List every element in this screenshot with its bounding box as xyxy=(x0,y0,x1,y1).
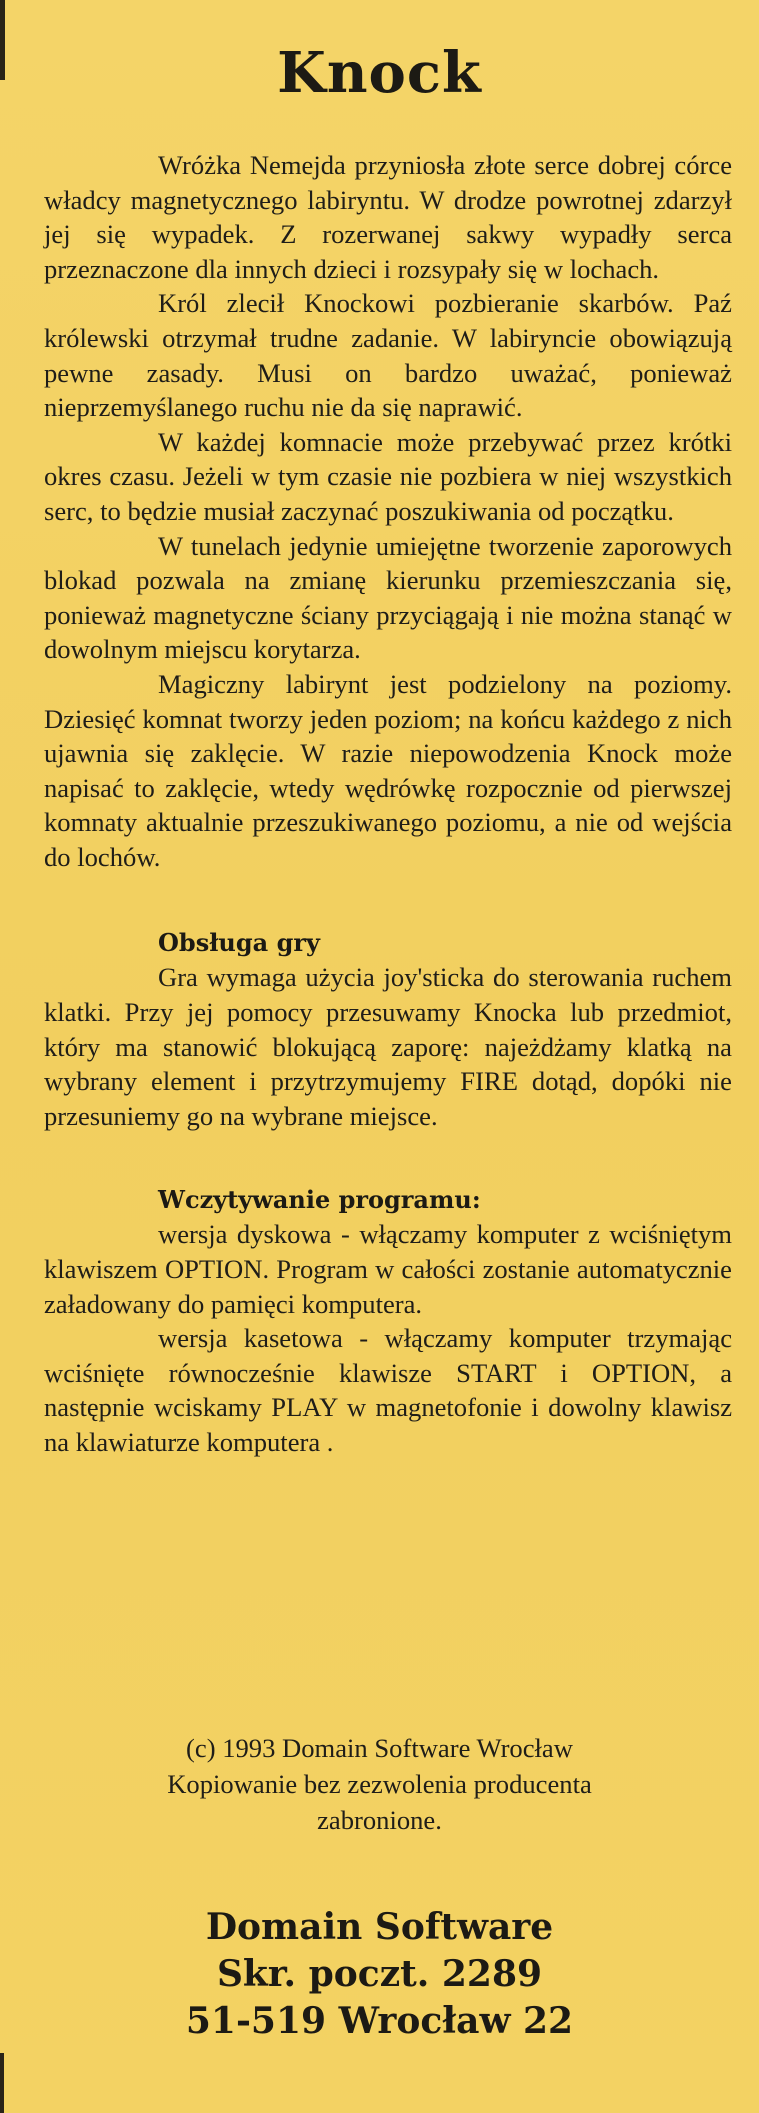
intro-paragraph: W każdej komnacie może przebywać przez krótki okres czasu. Jeżeli w tym czasie nie pozbiera w niej wszystkich serc, to będzie musiał zaczynać poszukiwania od początku. xyxy=(44,426,732,526)
copyright-line: Kopiowanie bez zezwolenia producenta xyxy=(167,1769,592,1799)
address-line: Domain Software xyxy=(205,1906,554,1948)
loading-disk-text: wersja dyskowa - włączamy komputer z wciśniętym klawiszem OPTION. Program w całości zostanie automatycznie załadowany do pamięci komputera. xyxy=(44,1219,732,1319)
controls-text: Gra wymaga użycia joy'sticka do sterowania ruchem klatki. Przy jej pomocy przesuwamy Knocka lub przedmiot, który ma stanowić blokującą zaporę: najeżdżamy klatką na wybrany element i przytrzymujemy FIRE dotąd, dopóki nie przesuniemy go na wybrane miejsce. xyxy=(44,962,732,1131)
intro-paragraph: W tunelach jedynie umiejętne tworzenie zaporowych blokad pozwala na zmianę kierunku przemieszczania się, ponieważ magnetyczne ściany przyciągają i nie można stanąć w dowolnym miejscu korytarza. xyxy=(44,530,732,665)
intro-paragraph: Król zlecił Knockowi pozbieranie skarbów. Paź królewski otrzymał trudne zadanie. W labiryncie obowiązują pewne zasady. Musi on bardzo uważać, ponieważ nieprzemyślanego ruchu nie da się naprawić. xyxy=(44,288,732,423)
copyright-line: zabronione. xyxy=(317,1805,442,1835)
instructions-body xyxy=(44,148,732,1460)
scan-edge-bottom xyxy=(0,2053,4,2113)
spacer xyxy=(44,874,732,926)
intro-paragraph: Magiczny labirynt jest podzielony na poziomy. Dziesięć komnat tworzy jeden poziom; na końcu każdego z nich ujawnia się zaklęcie. W razie niepowodzenia Knock może napisać to zaklęcie, wtedy wędrówkę rozpocznie od pierwszej komnaty aktualnie przeszukiwanego poziomu, a nie od wejścia do lochów. xyxy=(44,668,732,872)
copyright-notice xyxy=(0,1730,759,1838)
address-line: Skr. poczt. 2289 xyxy=(216,1953,543,1995)
loading-tape-text: wersja kasetowa - włączamy komputer trzymając wciśnięte równocześnie klawisze START i OPTION, a następnie wciskamy PLAY w magnetofonie i dowolny klawisz na klawiaturze komputera . xyxy=(44,1323,732,1457)
spacer xyxy=(44,1133,732,1183)
loading-heading: Wczytywanie programu: xyxy=(158,1185,481,1215)
address-line: 51-519 Wrocław 22 xyxy=(185,2000,574,2042)
copyright-line: (c) 1993 Domain Software Wrocław xyxy=(186,1733,573,1763)
controls-heading: Obsługa gry xyxy=(158,928,320,958)
publisher-address xyxy=(0,1904,759,2045)
page-title: Knock xyxy=(277,40,482,106)
intro-paragraph: Wróżka Nemejda przyniosła złote serce dobrej córce władcy magnetycznego labiryntu. W drodze powrotnej zdarzył jej się wypadek. Z rozerwanej sakwy wypadły serca przeznaczone dla innych dzieci i rozsypały się w lochach. xyxy=(44,150,732,284)
